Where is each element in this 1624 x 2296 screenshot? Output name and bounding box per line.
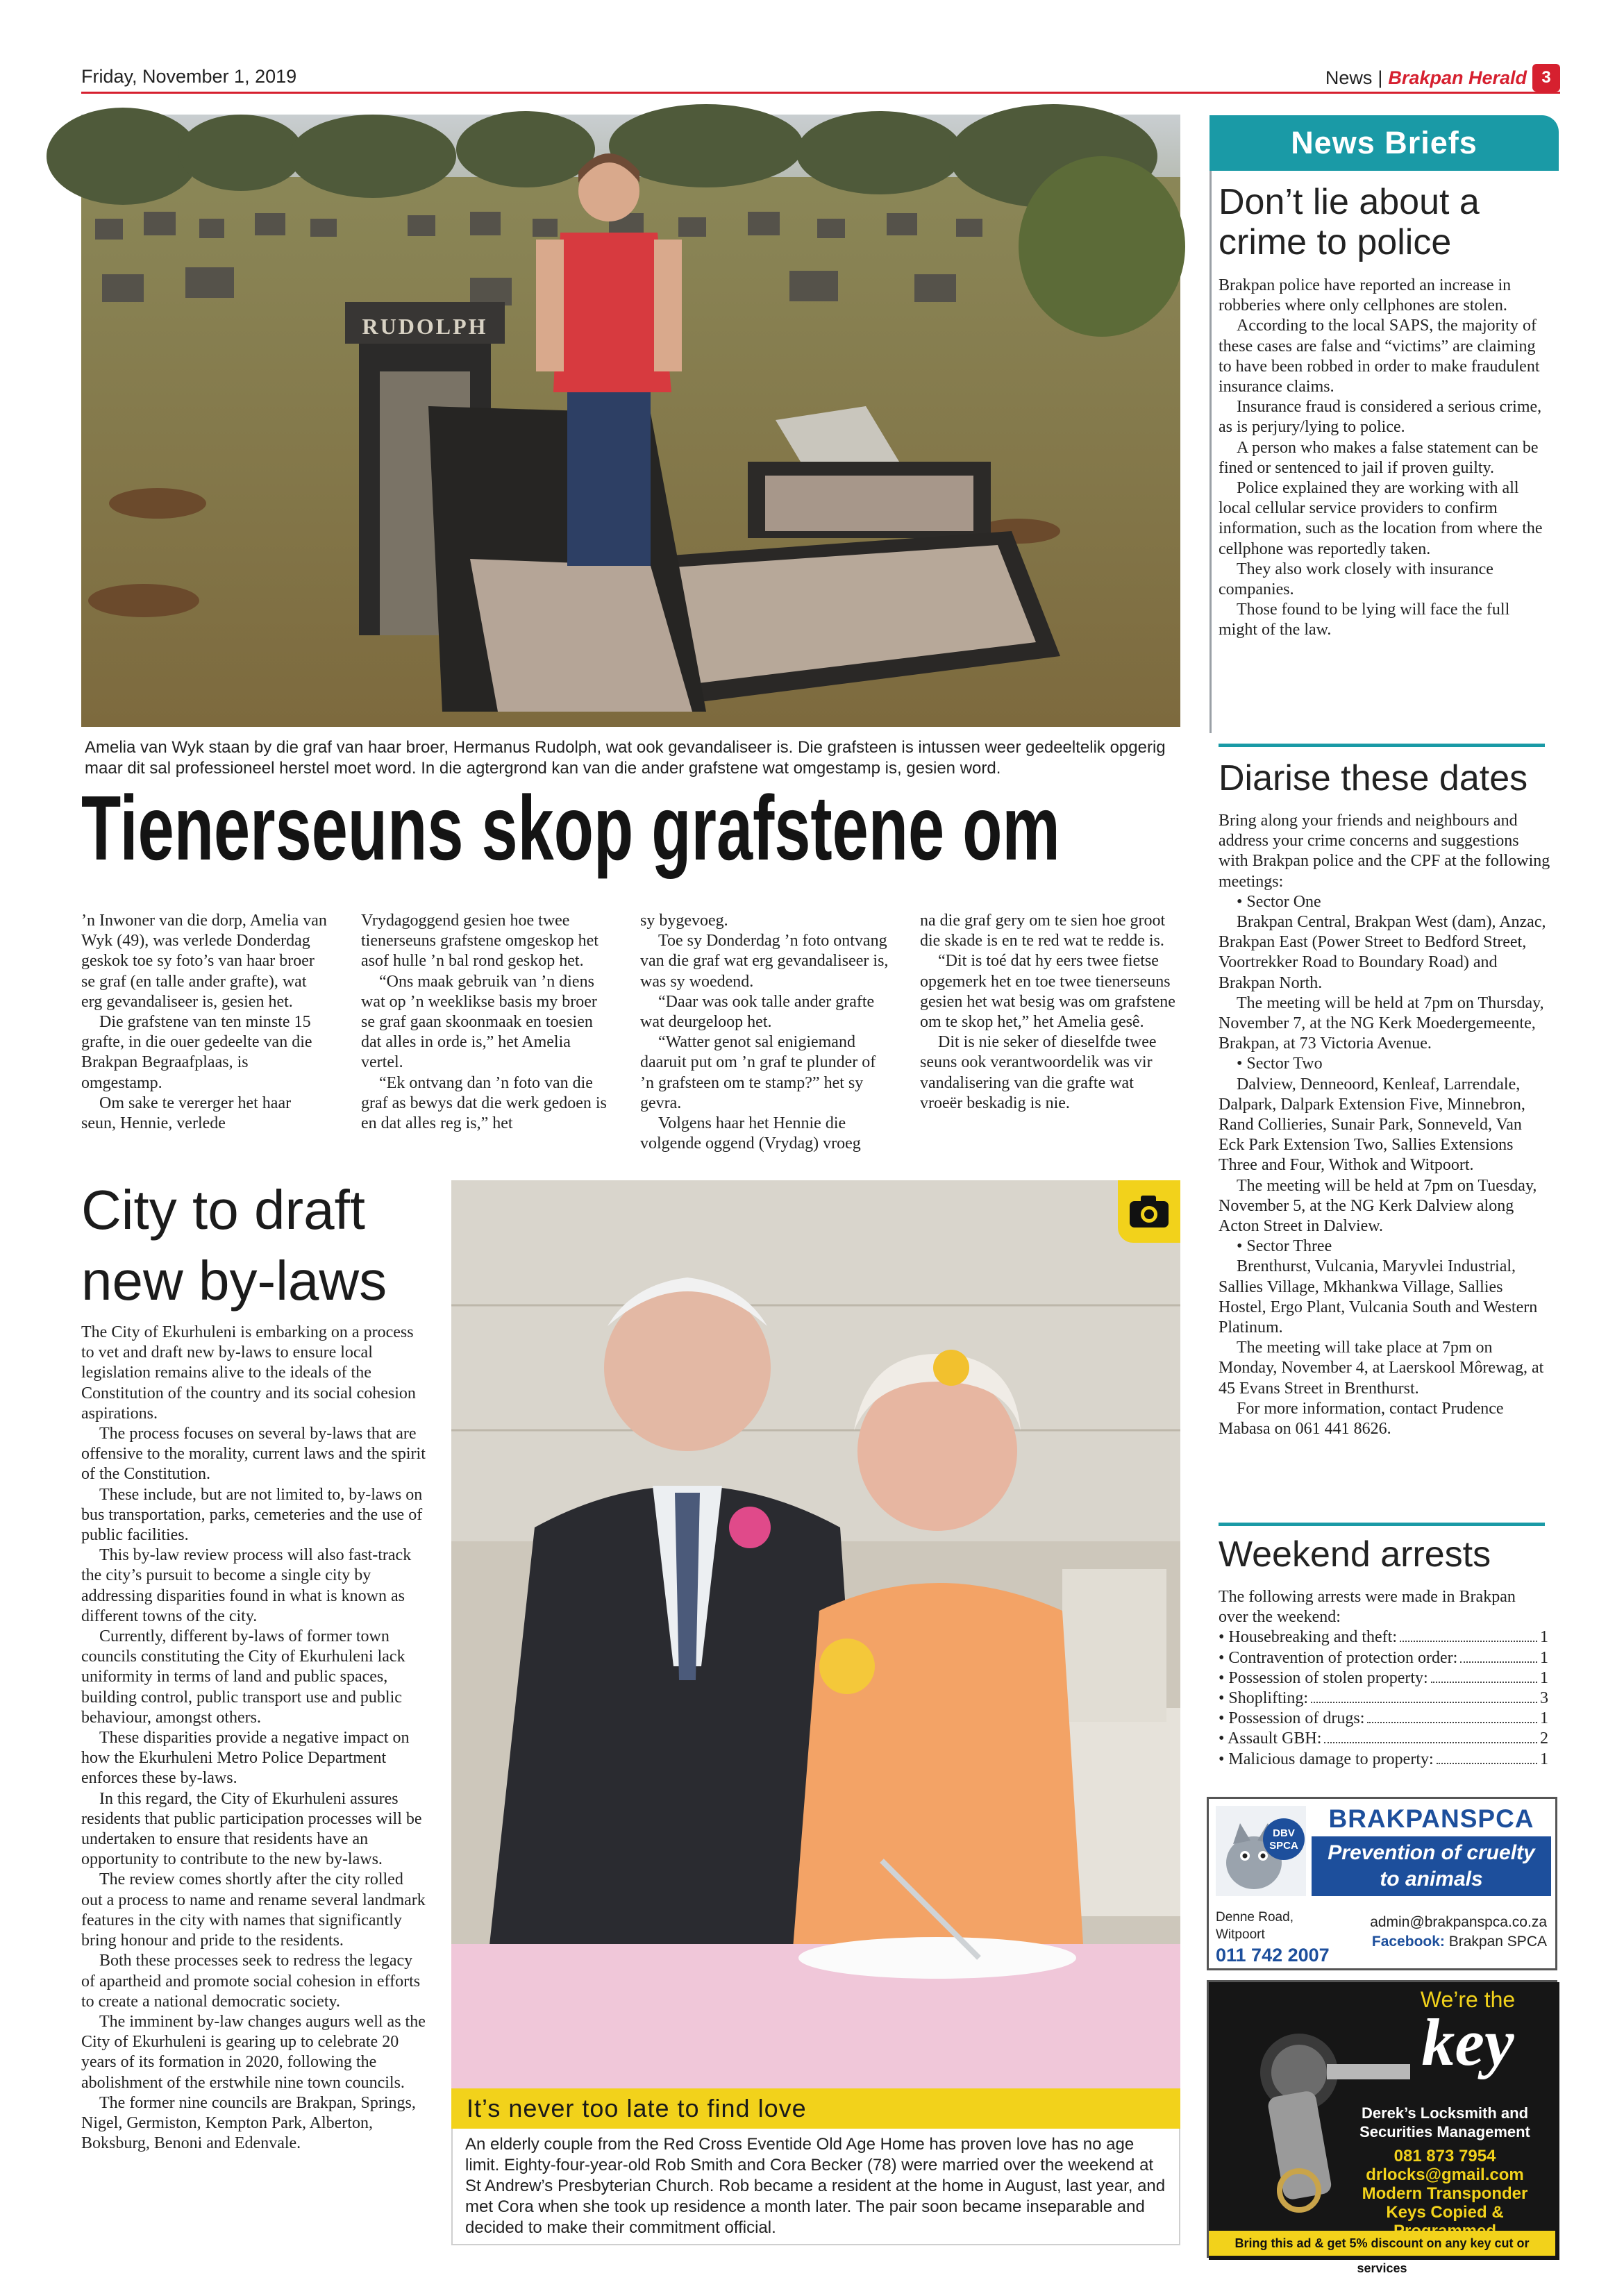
arrests-headline: Weekend arrests [1219, 1534, 1491, 1575]
locksmith-line-2: Keys Copied & [1386, 2203, 1504, 2222]
arrest-item [1219, 1627, 1548, 1648]
spca-address-line-2: Witpoort [1216, 1927, 1265, 1942]
arrests-intro: The following arrests were made in Brakpan over the weekend: [1219, 1588, 1516, 1627]
cemetery-caption: Amelia van Wyk staan by die graf van haar broer, Hermanus Rudolph, wat ook gevandaliseer is. Die grafsteen is intussen weer gedeeltelik opgerig maar dit sal professioneel herstel moet word. In die agtergrond kan van die ander grafstene wat omgestamp is, gesien word. [85, 738, 1166, 778]
lead-story-column-4 [920, 911, 1180, 1114]
bylaws-paragraph: The review comes shortly after the city rolled out a process to name and rename several landmark features in the city with names that significantly bring honour and pride to the residents. [81, 1870, 426, 1950]
arrest-item [1219, 1709, 1548, 1729]
lead-paragraph: “Watter genot sal enigiemand daaruit put om ’n graf te plunder of ’n grafsteen om te stamp?” het sy gevra. [640, 1033, 876, 1112]
police-body [1219, 276, 1552, 641]
lead-paragraph: “Dit is toé dat hy eers twee fietse opgemerk het en toe twee tienerseuns gesien het wat besig was om grafstene om te skop het,” het Amelia gesê. [920, 952, 1175, 1032]
camera-glyph [1128, 1194, 1170, 1229]
cemetery-photo [81, 115, 1180, 727]
love-story-banner: It’s never too late to find love [451, 2088, 1180, 2129]
dates-paragraph: • Sector One [1237, 892, 1321, 911]
page-number: 3 [1532, 64, 1560, 92]
locksmith-name-2: Securities Management [1359, 2123, 1530, 2140]
arrest-item-label: • Malicious damage to property: [1219, 1750, 1434, 1768]
kitten-logo [1216, 1806, 1306, 1896]
lead-paragraph: Toe sy Donderdag ’n foto ontvang van die graf wat erg gevandaliseer is, was sy woedend. [640, 932, 889, 991]
lead-paragraph: Om sake te vererger het haar seun, Hennie, verlede [81, 1093, 292, 1133]
arrest-item-leader [1367, 1711, 1537, 1723]
arrest-item-label: • Possession of stolen property: [1219, 1668, 1428, 1687]
locksmith-email: drlocks@gmail.com [1366, 2165, 1524, 2184]
spca-facebook-label: Facebook: [1371, 1934, 1445, 1950]
dates-body [1219, 811, 1552, 1439]
police-paragraph: Those found to be lying will face the full might of the law. [1219, 601, 1510, 639]
arrest-item-leader [1460, 1650, 1537, 1663]
locksmith-tagline [1388, 1987, 1548, 2079]
bylaws-headline-line-2: new by-laws [81, 1250, 387, 1312]
brief-divider [1219, 1523, 1545, 1526]
lead-paragraph: Die grafstene van ten minste 15 grafte, in die ouer gedeelte van die Brakpan Begraafplaas, is omgestamp. [81, 1013, 312, 1092]
lead-paragraph: ’n Inwoner van die dorp, Amelia van Wyk (49), was verlede Donderdag geskok toe sy foto’s van haar broer se graf (en talle ander grafte), wat erg gevandaliseer is, gesien het. [81, 912, 327, 1011]
arrests-list [1219, 1627, 1548, 1769]
dates-paragraph: Brenthurst, Vulcania, Maryvlei Industrial, Sallies Village, Mkhankwa Village, Sallies Hostel, Ergo Plant, Vulcania South and Western Platinum. [1219, 1257, 1538, 1337]
police-headline [1219, 182, 1552, 262]
police-paragraph: Insurance fraud is considered a serious crime, as is perjury/lying to police. [1219, 398, 1542, 437]
dates-headline: Diarise these dates [1219, 758, 1528, 798]
spca-facebook [1372, 1934, 1547, 1950]
bylaws-paragraph: The process focuses on several by-laws that are offensive to the morality, current laws and the spirit of the Constitution. [81, 1425, 426, 1484]
arrest-item-leader [1400, 1629, 1537, 1642]
arrest-item [1219, 1750, 1548, 1770]
bylaws-paragraph: The City of Ekurhuleni is embarking on a process to vet and draft new by-laws to ensure local legislation remains alive to the ideals of the Constitution of the country and its social cohesion aspirations. [81, 1323, 416, 1423]
bylaws-paragraph: Both these processes seek to redress the legacy of apartheid and promote social cohesion in efforts to create a national democratic society. [81, 1952, 421, 2011]
love-story-caption: An elderly couple from the Red Cross Eventide Old Age Home has proven love has no age limit. Eighty-four-year-old Rob Smith and Cora Becker (78) were married over the weekend at St Andrew’s Presbyterian Church. Rob became a resident at the home in August, last year, and met Cora when she took up residence a month later. The pair soon became inseparable and decided to make their commitment official. [465, 2135, 1166, 2237]
arrest-item [1219, 1689, 1548, 1709]
bylaws-paragraph: The imminent by-law changes augurs well as the City of Ekurhuleni is gearing up to celebrate 20 years of its formation in 2020, following the abolishment of the erstwhile nine town councils. [81, 2012, 426, 2092]
spca-tagline-line-2: to animals [1380, 1868, 1483, 1891]
dates-paragraph: The meeting will take place at 7pm on Monday, November 4, at Laerskool Môrewag, at 45 Evans Street in Brenthurst. [1219, 1339, 1544, 1398]
arrest-item-count: 1 [1540, 1648, 1548, 1667]
locksmith-footer: Bring this ad & get 5% discount on any key cut or services [1209, 2231, 1555, 2256]
lead-paragraph: sy bygevoeg. [640, 912, 728, 930]
police-paragraph: Brakpan police have reported an increase in robberies where only cellphones are stolen. [1219, 276, 1512, 315]
bylaws-paragraph: This by-law review process will also fast-track the city’s pursuit to become a single city by addressing disparities found in what is known as different towns of the city. [81, 1546, 412, 1625]
lead-paragraph: na die graf gery om te sien hoe groot die skade is en te red wat te redde is. [920, 912, 1166, 950]
locksmith-line-1: Modern Transponder [1362, 2184, 1528, 2203]
dates-paragraph: Brakpan Central, Brakpan West (dam), Anzac, Brakpan East (Power Street to Bedford Street, Voortrekker Road to Boundary Road) and Brakpan North. [1219, 913, 1546, 992]
arrest-item [1219, 1648, 1548, 1668]
dates-paragraph: The meeting will be held at 7pm on Thursday, November 7, at the NG Kerk Moedergemeente, Brakpan, at 73 Victoria Avenue. [1219, 994, 1544, 1053]
lead-story-column-2 [361, 911, 608, 1134]
locksmith-name-1: Derek’s Locksmith and [1361, 2104, 1529, 2122]
dates-paragraph: For more information, contact Prudence Mabasa on 061 441 8626. [1219, 1399, 1504, 1439]
locksmith-tagline-small: We’re the [1420, 1987, 1516, 2012]
spca-phone: 011 742 2007 [1216, 1945, 1330, 1966]
wedding-illustration [451, 1180, 1180, 2088]
spca-address-line-1: Denne Road, [1216, 1910, 1294, 1925]
bylaws-paragraph: These include, but are not limited to, by-laws on bus transportation, parks, cemeteries and the use of public facilities. [81, 1485, 423, 1545]
lead-story-column-1 [81, 911, 328, 1134]
locksmith-tagline-big: key [1421, 2005, 1514, 2079]
arrest-item-label: • Housebreaking and theft: [1219, 1628, 1397, 1647]
arrest-item [1219, 1668, 1548, 1689]
arrest-item-leader [1311, 1691, 1537, 1703]
dates-paragraph: Bring along your friends and neighbours and address your crime concerns and suggestions with Brakpan police and the CPF at the following meetings: [1219, 812, 1550, 891]
lead-story-column-3 [640, 911, 890, 1154]
dates-paragraph: The meeting will be held at 7pm on Tuesday, November 5, at the NG Kerk Dalview along Acton Street in Dalview. [1219, 1176, 1537, 1236]
arrest-item-count: 3 [1540, 1689, 1548, 1708]
cemetery-illustration [81, 115, 1180, 727]
spca-name: BRAKPANSPCA [1328, 1804, 1534, 1833]
headstone-lettering: RUDOLPH [362, 314, 488, 339]
police-headline-line-1: Don’t lie about a [1219, 182, 1480, 222]
issue-date: Friday, November 1, 2019 [81, 66, 297, 87]
arrest-item-label: • Shoplifting: [1219, 1689, 1309, 1708]
bylaws-paragraph: In this regard, the City of Ekurhuleni assures residents that public participation processes will be undertaken to ensure that residents have an opportunity to contribute to the new by-laws. [81, 1789, 422, 1869]
lead-paragraph: “Ons maak gebruik van ’n diens wat op ’n weeklikse basis my broer se graf gaan skoonmaak en toesien dat alles in orde is,” het Amelia vertel. [361, 972, 597, 1072]
lead-paragraph: Volgens haar het Hennie die volgende oggend (Vrydag) vroeg [640, 1114, 861, 1153]
brief-divider [1219, 744, 1545, 747]
arrest-item-count: 1 [1540, 1668, 1548, 1687]
arrest-item-count: 1 [1540, 1709, 1548, 1728]
bylaws-paragraph: The former nine councils are Brakpan, Springs, Nigel, Germiston, Kempton Park, Alberton, Boksburg, Benoni and Edenvale. [81, 2093, 416, 2153]
header-rule [81, 92, 1560, 94]
police-paragraph: Police explained they are working with all local cellular service providers to confirm information, such as the location from where the cellphone was reportedly taken. [1219, 479, 1543, 558]
lead-paragraph: Vrydagoggend gesien hoe twee tienerseuns grafstene omgeskop het asof hulle ’n bal rond geskop het. [361, 912, 598, 971]
spca-advert [1207, 1797, 1557, 1970]
bylaws-paragraph: Currently, different by-laws of former town councils constituting the City of Ekurhuleni lack uniformity in terms of land and public spaces, building control, public transport use and public behaviour, amongst others. [81, 1627, 405, 1727]
wedding-photo [451, 1180, 1180, 2088]
arrest-item-count: 1 [1540, 1628, 1548, 1647]
spca-address [1216, 1909, 1294, 1943]
header-separator: | [1378, 67, 1383, 88]
locksmith-advert [1207, 1980, 1557, 2275]
camera-icon [1118, 1180, 1180, 1243]
arrest-item-count: 2 [1540, 1729, 1548, 1748]
police-paragraph: According to the local SAPS, the majority of these cases are false and “victims” are claiming to have been robbed in order to make fraudulent insurance claims. [1219, 317, 1540, 396]
arrest-item-label: • Possession of drugs: [1219, 1709, 1365, 1728]
dates-paragraph: Dalview, Denneoord, Kenleaf, Larrendale, Dalpark, Dalpark Extension Five, Minnebron, Rand Collieries, Sunair Park, Sonneveld, Van Eck Park Extension Two, Sallies Extensions Three and Four, Withok and Witpoort. [1219, 1075, 1525, 1175]
police-paragraph: They also work closely with insurance companies. [1219, 560, 1493, 599]
arrest-item-label: • Contravention of protection order: [1219, 1648, 1458, 1667]
spca-email: admin@brakpanspca.co.za [1370, 1914, 1547, 1930]
arrest-item-count: 1 [1540, 1750, 1548, 1768]
spca-tagline-line-1: Prevention of cruelty [1328, 1841, 1535, 1864]
police-headline-line-2: crime to police [1219, 222, 1452, 262]
police-paragraph: A person who makes a false statement can be fined or sentenced to jail if proven guilty. [1219, 438, 1539, 477]
dates-paragraph: • Sector Two [1237, 1055, 1323, 1073]
section-label: News [1325, 67, 1373, 88]
arrest-item-leader [1431, 1670, 1537, 1683]
spca-facebook-handle: Brakpan SPCA [1448, 1934, 1547, 1950]
locksmith-phone: 081 873 7954 [1393, 2147, 1496, 2165]
bylaws-headline [81, 1175, 387, 1316]
arrests-body [1219, 1587, 1548, 1770]
bylaws-paragraph: These disparities provide a negative impact on how the Ekurhuleni Metro Police Department enforces these by-laws. [81, 1729, 410, 1788]
spca-seal-bottom: SPCA [1269, 1840, 1298, 1852]
spca-seal-top: DBV [1273, 1827, 1295, 1839]
lead-paragraph: “Ek ontvang dan ’n foto van die graf as bewys dat die werk gedoen is en dat alles reg is,” het [361, 1073, 607, 1133]
locksmith-details [1341, 2104, 1549, 2240]
arrest-item-label: • Assault GBH: [1219, 1729, 1322, 1748]
bylaws-body [81, 1323, 428, 2154]
dates-paragraph: • Sector Three [1237, 1237, 1332, 1256]
lead-paragraph: Dit is nie seker of dieselfde twee seuns ook verantwoordelik was vir vandalisering van die grafte wat vroeër beskadig is nie. [920, 1033, 1157, 1112]
lead-headline: Tienerseuns skop grafstene om [81, 777, 1060, 879]
love-story-caption-box [451, 2129, 1180, 2245]
news-briefs-title: News Briefs [1209, 115, 1559, 171]
lead-paragraph: “Daar was ook talle ander grafte wat deurgeloop het. [640, 992, 875, 1032]
bylaws-headline-line-1: City to draft [81, 1179, 366, 1241]
masthead-brand: Brakpan Herald [1388, 67, 1527, 88]
arrest-item [1219, 1729, 1548, 1749]
page-header-right [1325, 64, 1560, 92]
arrest-item-leader [1324, 1731, 1537, 1743]
arrest-item-leader [1437, 1752, 1537, 1764]
spca-tagline-box [1312, 1836, 1551, 1896]
